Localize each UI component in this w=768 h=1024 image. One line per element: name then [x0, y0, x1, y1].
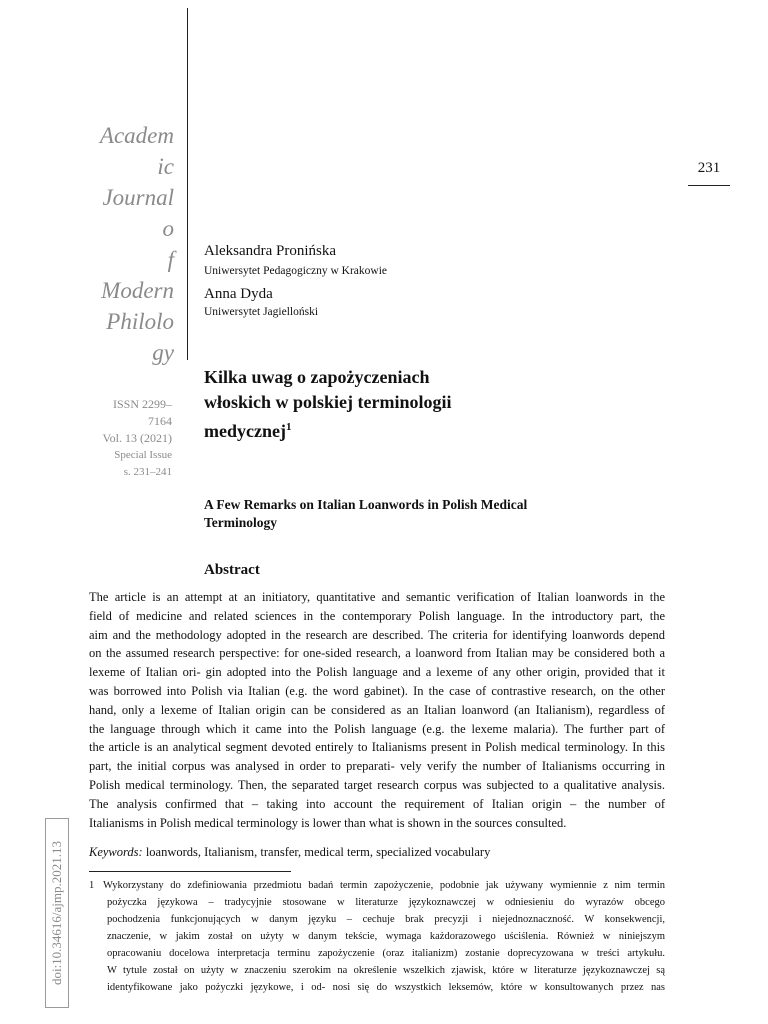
journal-name-line: Philolo	[106, 309, 174, 334]
journal-name-line: gy	[152, 340, 174, 365]
abstract-line: part, the initial corpus was analysed in order to preparati- vely verify the number of Italianisms occurring in	[89, 759, 665, 774]
journal-name-line: Modern	[101, 278, 174, 303]
keywords-text: loanwords, Italianism, transfer, medical term, specialized vocabulary	[145, 845, 491, 859]
title-line: Kilka uwag o zapożyczeniach	[204, 367, 430, 387]
author-name: Aleksandra Pronińska	[204, 243, 337, 259]
abstract-line: Italianisms in Polish medical terminology is lower than what is shown in the sources consulted.	[89, 815, 567, 830]
footnote-line	[89, 877, 665, 894]
issn-line-1: ISSN 2299–	[112, 397, 172, 411]
volume: Vol. 13 (2021)	[102, 431, 172, 445]
page-number: 231	[697, 160, 721, 176]
abstract-line: the article is an analytical segment devoted entirely to Italianisms present in Polish medical terminology. In this	[89, 740, 665, 755]
page-number-rule	[688, 185, 730, 186]
doi-box	[45, 818, 69, 1008]
article-title	[204, 365, 524, 444]
title-footnote-mark[interactable]: 1	[285, 421, 292, 433]
footnote-line: identyfikowane jako pożyczki językowe, i od- nosi się do wszystkich leksemów, które w konsultowanych przez nas	[107, 982, 665, 993]
abstract-line: lexeme of Italian ori- gin adopted into the Polish language and a lexeme of any other origin, provided that it	[89, 665, 665, 680]
issn-block	[82, 396, 172, 481]
footnote-text: Wykorzystany do zdefiniowania przedmiotu badań termin zapożyczenie, podobnie jak używany wymiennie z nim termin	[103, 880, 665, 891]
page-range: s. 231–241	[123, 466, 172, 478]
abstract-line: the language through which it came into the Polish language (e.g. the lexeme malaria). The further part of	[89, 721, 665, 736]
journal-name-line: f	[167, 247, 174, 272]
title-line: włoskich w polskiej terminologii	[204, 392, 452, 412]
issn-line-2: 7164	[148, 414, 172, 428]
header-divider	[187, 8, 188, 360]
footnote-line: pochodzenia funkcjonujących w danym języku – cechuje brak precyzji i niejednoznaczność. W konsekwencji,	[107, 914, 665, 925]
abstract-line: on the assumed research perspective: for one-sided research, a loanword from Italian may be considered both a	[89, 646, 665, 661]
doi-text[interactable]: doi:10.34616/ajmp.2021.13	[49, 840, 64, 986]
footnote-line: znaczenie, w jakim został on użyty w danym tekście, wymaga każdorazowego uściślenia. Również w niniejszym	[107, 931, 665, 942]
abstract-line: hand, only a lexeme of Italian origin can be considered as an Italian loanword (an Italianism), regardless of	[89, 702, 665, 717]
abstract-heading: Abstract	[204, 562, 260, 578]
abstract-line: field of medicine and related sciences in the contemporary Polish language. In the introductory part, the	[89, 608, 665, 623]
footnote-rule	[89, 871, 291, 872]
journal-name-line: Journal	[102, 185, 174, 210]
abstract-line: The article is an attempt at an initiatory, quantitative and semantic verification of Italian loanwords in the	[89, 590, 665, 604]
abstract-body	[89, 588, 665, 832]
english-title	[204, 496, 604, 532]
journal-name-line: o	[162, 216, 174, 241]
footnote-line: opracowaniu docelowa interpretacja terminu zapożyczenie (oraz italianizm) zostanie doprecyzowana w treści artykułu.	[107, 948, 665, 959]
journal-name	[78, 120, 174, 368]
journal-name-line: Academ	[99, 123, 174, 148]
abstract-line: Polish medical terminology. Then, the separated target research corpus was subjected to a qualitative analysis.	[89, 777, 665, 792]
journal-name-line: ic	[157, 154, 174, 179]
title-line: medycznej	[204, 421, 286, 441]
english-title-line: Terminology	[204, 515, 278, 530]
keywords	[89, 845, 490, 860]
footnote-line: W tytule został on użyty w znaczeniu szerokim na określenie wszelkich zjawisk, które w literaturze językoznawczej są	[107, 965, 665, 976]
abstract-line: was borrowed into Polish via Italian (e.g. the word gabinet). In the case of contrastive research, on the other	[89, 683, 665, 698]
abstract-line: aim and the methodology adopted in the research are described. The criteria for identifying loanwords depend	[89, 627, 665, 642]
keywords-label: Keywords:	[89, 845, 143, 859]
footnote-line: pożyczka językowa – tradycyjnie stosowane w literaturze językoznawczej w odniesieniu do wyrazów obcego	[107, 897, 665, 908]
english-title-line: A Few Remarks on Italian Loanwords in Polish Medical	[204, 497, 528, 512]
special-issue: Special Issue	[114, 449, 172, 461]
footnote	[89, 877, 665, 996]
abstract-line: The analysis confirmed that – taking into account the requirement of Italian origin – the number of	[89, 796, 665, 811]
author-affiliation: Uniwersytet Pedagogiczny w Krakowie	[204, 265, 387, 277]
author-affiliation: Uniwersytet Jagielloński	[204, 306, 319, 318]
footnote-number: 1	[89, 880, 95, 891]
author-name: Anna Dyda	[204, 286, 273, 302]
